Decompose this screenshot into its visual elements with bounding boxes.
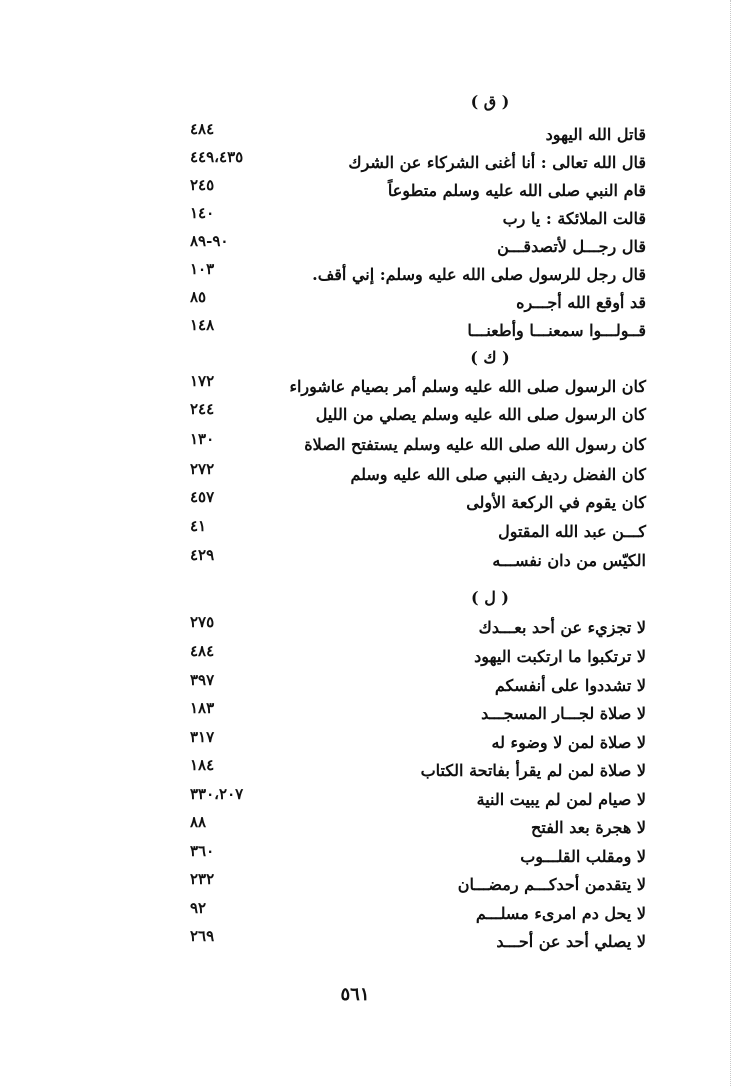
section-header-kaf: ( ك ) <box>470 348 510 367</box>
index-entry <box>180 615 646 641</box>
entry-page-number: ٤٥٧ <box>190 488 215 506</box>
entry-text: الكيّس من دان نفســـه <box>492 551 646 570</box>
entry-page-number: ٣١٧ <box>190 728 215 746</box>
entry-page-number: ٣٩٧ <box>190 671 215 689</box>
index-entry <box>180 644 646 670</box>
entry-page-number: ٢٤٤ <box>190 400 215 418</box>
entry-text: لا صلاة لمن لم يقرأ بفاتحة الكتاب <box>420 761 646 780</box>
entry-text: قال الله تعالى : أنا أغنى الشركاء عن الشرك <box>348 153 646 172</box>
entry-page-number: ٨٥ <box>190 288 207 306</box>
entry-page-number: ٣٦٠ <box>190 842 215 860</box>
entry-text: قال رجـــل لأتصدقـــن <box>497 237 646 256</box>
index-entry <box>180 701 646 727</box>
entry-text: لا صلاة لجـــار المسجـــد <box>481 704 646 723</box>
index-entry <box>180 815 646 841</box>
index-entry <box>180 844 646 870</box>
entry-page-number: ٢٤٥ <box>190 176 215 194</box>
entry-text: لا صيام لمن لم يبيت النية <box>476 790 646 809</box>
entry-page-number: ١٣٠ <box>190 430 215 448</box>
index-entry <box>180 234 646 260</box>
entry-text: لا هجرة بعد الفتح <box>531 818 646 837</box>
entry-text: قــولـــوا سمعنـــا وأطعنـــا <box>467 321 646 340</box>
entry-page-number: ٢٦٩ <box>190 927 215 945</box>
entry-text: قد أوقع الله أجـــره <box>516 293 646 312</box>
entry-text: قالت الملائكة : يا رب <box>502 209 646 228</box>
index-entry <box>180 490 646 516</box>
entry-text: كان الرسول صلى الله عليه وسلم أمر بصيام عاشوراء <box>289 377 646 396</box>
entry-page-number: ٢٣٢ <box>190 870 215 888</box>
entry-page-number: ٣٣٠،٢٠٧ <box>190 785 244 803</box>
index-entry <box>180 318 646 344</box>
entry-text: قال رجل للرسول صلى الله عليه وسلم: إني أقف. <box>312 265 646 284</box>
index-entry <box>180 402 646 428</box>
index-entry <box>180 901 646 927</box>
entry-text: لا ترتكبوا ما ارتكبت اليهود <box>474 647 646 666</box>
index-entry <box>180 730 646 756</box>
entry-page-number: ١٤٨ <box>190 316 215 334</box>
entry-text: لا تجزيء عن أحد بعـــدك <box>478 618 646 637</box>
scan-edge-line <box>729 0 731 1086</box>
entry-page-number: ٩٠-٨٩ <box>190 232 229 250</box>
entry-page-number: ١٤٠ <box>190 204 215 222</box>
index-entry <box>180 758 646 784</box>
section-header-lam: ( ل ) <box>471 588 509 607</box>
entry-text: لا يحل دم امرىء مسلـــم <box>475 904 646 923</box>
index-entry <box>180 290 646 316</box>
entry-text: كان الفضل رديف النبي صلى الله عليه وسلم <box>350 465 646 484</box>
entry-text: لا تشددوا على أنفسكم <box>494 676 646 695</box>
entry-text: قاتل الله اليهود <box>545 125 646 144</box>
entry-page-number: ١٠٣ <box>190 260 215 278</box>
index-entry <box>180 122 646 148</box>
index-entry <box>180 787 646 813</box>
index-entry <box>180 178 646 204</box>
index-entry <box>180 872 646 898</box>
entry-text: لا ومقلب القلـــوب <box>520 847 646 866</box>
entry-text: كـــن عبد الله المقتول <box>498 522 646 541</box>
entry-text: لا يصلي أحد عن أحـــد <box>496 932 646 951</box>
entry-text: لا صلاة لمن لا وضوء له <box>491 733 646 752</box>
index-entry <box>180 673 646 699</box>
entry-page-number: ٩٢ <box>190 899 207 917</box>
entry-page-number: ٢٧٥ <box>190 613 215 631</box>
entry-text: كان الرسول صلى الله عليه وسلم يصلي من الليل <box>315 405 646 424</box>
index-entry <box>180 462 646 488</box>
section-header-qaf: ( ق ) <box>470 92 510 111</box>
entry-page-number: ١٨٣ <box>190 699 215 717</box>
entry-page-number: ٤٨٤ <box>190 642 215 660</box>
entry-page-number: ١٨٤ <box>190 756 215 774</box>
index-entry <box>180 519 646 545</box>
entry-page-number: ٢٧٢ <box>190 460 215 478</box>
entry-page-number: ٤٢٩ <box>190 546 215 564</box>
entry-text: لا يتقدمن أحدكـــم رمضـــان <box>457 875 646 894</box>
entry-text: كان يقوم في الركعة الأولى <box>466 493 646 512</box>
entry-page-number: ٤٨٤ <box>190 120 215 138</box>
entry-text: كان رسول الله صلى الله عليه وسلم يستفتح الصلاة <box>304 435 646 454</box>
index-entry <box>180 548 646 574</box>
index-entry <box>180 432 646 458</box>
index-entry <box>180 929 646 955</box>
index-entry <box>180 150 646 176</box>
index-entry <box>180 374 646 400</box>
index-entry <box>180 262 646 288</box>
entry-page-number: ٤١ <box>190 517 207 535</box>
page-number: ٥٦١ <box>340 984 370 1005</box>
entry-page-number: ١٧٢ <box>190 372 215 390</box>
entry-page-number: ٨٨ <box>190 813 207 831</box>
entry-text: قام النبي صلى الله عليه وسلم متطوعاً <box>387 181 646 200</box>
index-entry <box>180 206 646 232</box>
entry-page-number: ٤٤٩،٤٣٥ <box>190 148 244 166</box>
